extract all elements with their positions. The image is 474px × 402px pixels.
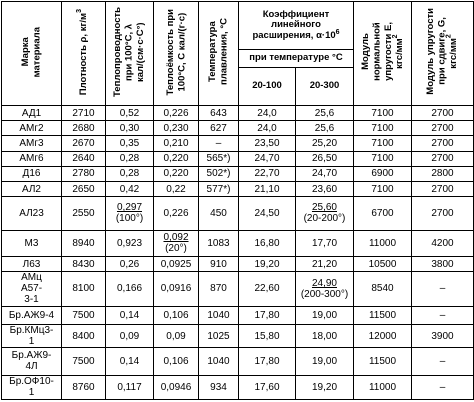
cell-melting: 1083 xyxy=(199,230,239,256)
cell-expansion-20-100: 17,60 xyxy=(239,375,296,399)
cell-material-name: М3 xyxy=(2,230,62,256)
cell-conductivity xyxy=(106,197,154,230)
cell-modulus-e: 8540 xyxy=(354,272,412,306)
cell-material-name: АЛ2 xyxy=(2,182,62,197)
cell-expansion-20-100: 22,70 xyxy=(239,166,296,181)
cell-expansion-20-300: 25,20 xyxy=(296,136,354,151)
cell-density: 8100 xyxy=(62,272,106,306)
header-material: Марка материала xyxy=(2,2,62,106)
cell-material-name: Л63 xyxy=(2,257,62,272)
cell-modulus-e: 7100 xyxy=(354,182,412,197)
cell-expansion-20-300: 24,70 xyxy=(296,166,354,181)
cell-material-name: Бр.КМц3- 1 xyxy=(2,324,62,347)
table-row xyxy=(2,182,474,197)
cell-modulus-g: 3800 xyxy=(412,257,474,272)
cell-expansion-20-300-fraction: $\frac{24,90}{(200-300^\circ)}$ xyxy=(300,277,349,300)
cell-material-name: АМг2 xyxy=(2,121,62,136)
cell-modulus-e: 6900 xyxy=(354,166,412,181)
cell-conductivity: 0,09 xyxy=(106,324,154,347)
cell-expansion-20-300 xyxy=(296,197,354,230)
header-expansion-coefficient: Коэффициент линейного расширения, $\alpha\cdot 10^6$ xyxy=(239,2,354,50)
cell-density: 8940 xyxy=(62,230,106,256)
cell-conductivity: 0,14 xyxy=(106,306,154,324)
cell-modulus-g: 2700 xyxy=(412,136,474,151)
cell-modulus-e: 6700 xyxy=(354,197,412,230)
cell-material-name: Бр.АЖ9- 4Л xyxy=(2,348,62,375)
cell-expansion-20-100: 17,80 xyxy=(239,306,296,324)
cell-heat-capacity: 0,230 xyxy=(154,121,199,136)
cell-heat-capacity: 0,0946 xyxy=(154,375,199,399)
cell-density: 2640 xyxy=(62,151,106,166)
cell-expansion-20-300 xyxy=(296,272,354,306)
cell-modulus-e: 7100 xyxy=(354,121,412,136)
cell-conductivity: 0,117 xyxy=(106,375,154,399)
cell-material-name: Д16 xyxy=(2,166,62,181)
header-expansion-subtitle: при температуре °С xyxy=(239,50,354,68)
cell-modulus-g: – xyxy=(412,375,474,399)
cell-heat-capacity: 0,0916 xyxy=(154,272,199,306)
cell-density: 8430 xyxy=(62,257,106,272)
cell-modulus-e: 7100 xyxy=(354,106,412,121)
cell-conductivity: 0,42 xyxy=(106,182,154,197)
cell-conductivity: 0,35 xyxy=(106,136,154,151)
cell-modulus-e: 7100 xyxy=(354,151,412,166)
material-properties-table-container xyxy=(1,1,473,400)
cell-expansion-20-300-fraction: $\frac{25,60}{(20-200^\circ)}$ xyxy=(303,202,346,225)
cell-expansion-20-300: 18,00 xyxy=(296,324,354,347)
table-body xyxy=(2,106,474,400)
table-row xyxy=(2,306,474,324)
cell-melting: 450 xyxy=(199,197,239,230)
cell-expansion-20-100: 23,50 xyxy=(239,136,296,151)
cell-material-name: Бр.ОФ10- 1 xyxy=(2,375,62,399)
cell-conductivity: 0,166 xyxy=(106,272,154,306)
cell-heat-capacity: 0,22 xyxy=(154,182,199,197)
cell-conductivity: 0,923 xyxy=(106,230,154,256)
cell-expansion-20-300: 19,20 xyxy=(296,375,354,399)
table-row xyxy=(2,166,474,181)
cell-density: 8760 xyxy=(62,375,106,399)
cell-modulus-g: 2700 xyxy=(412,151,474,166)
cell-density: 2680 xyxy=(62,121,106,136)
cell-expansion-20-300: 19,00 xyxy=(296,348,354,375)
cell-expansion-20-100: 24,0 xyxy=(239,121,296,136)
cell-modulus-g: 3900 xyxy=(412,324,474,347)
cell-modulus-g: 2700 xyxy=(412,182,474,197)
cell-melting: 934 xyxy=(199,375,239,399)
cell-expansion-20-300: 25,6 xyxy=(296,106,354,121)
cell-modulus-g: – xyxy=(412,348,474,375)
cell-expansion-20-100: 16,80 xyxy=(239,230,296,256)
cell-modulus-e: 12000 xyxy=(354,324,412,347)
cell-density: 2670 xyxy=(62,136,106,151)
cell-melting: 870 xyxy=(199,272,239,306)
cell-density: 2710 xyxy=(62,106,106,121)
cell-expansion-20-100: 17,80 xyxy=(239,348,296,375)
cell-heat-capacity: 0,220 xyxy=(154,166,199,181)
header-expansion-20-100: 20-100 xyxy=(239,68,296,106)
cell-material-name: АД1 xyxy=(2,106,62,121)
cell-melting: 577*) xyxy=(199,182,239,197)
table-row xyxy=(2,121,474,136)
cell-expansion-20-300: 21,20 xyxy=(296,257,354,272)
header-thermal-conductivity: Теплопроводность при 100°С, λ кал/(см·с·С°) xyxy=(106,2,154,106)
cell-density: 7500 xyxy=(62,306,106,324)
cell-heat-capacity-fraction: $\frac{0,092}{(20^\circ)}$ xyxy=(163,232,189,255)
table-row xyxy=(2,348,474,375)
cell-melting: 565*) xyxy=(199,151,239,166)
cell-expansion-20-300: 26,50 xyxy=(296,151,354,166)
table-row xyxy=(2,106,474,121)
cell-material-name: АМг3 xyxy=(2,136,62,151)
cell-density: 2780 xyxy=(62,166,106,181)
cell-melting: 627 xyxy=(199,121,239,136)
cell-modulus-e: 7100 xyxy=(354,136,412,151)
table-row xyxy=(2,151,474,166)
cell-density: 8400 xyxy=(62,324,106,347)
cell-heat-capacity: 0,210 xyxy=(154,136,199,151)
header-heat-capacity: Теплоёмкость при 100°С, С кал/(г·с) xyxy=(154,2,199,106)
header-melting-temperature: Температура плавления, °С xyxy=(199,2,239,106)
cell-modulus-e: 10500 xyxy=(354,257,412,272)
cell-material-name: АЛ23 xyxy=(2,197,62,230)
cell-modulus-e: 11500 xyxy=(354,348,412,375)
cell-expansion-20-100: 24,0 xyxy=(239,106,296,121)
cell-conductivity: 0,26 xyxy=(106,257,154,272)
cell-conductivity-fraction: $\frac{0,297}{(100^\circ)}$ xyxy=(115,202,144,225)
cell-modulus-g: – xyxy=(412,272,474,306)
cell-modulus-g: 2700 xyxy=(412,106,474,121)
table-row xyxy=(2,257,474,272)
cell-heat-capacity: 0,106 xyxy=(154,348,199,375)
cell-expansion-20-300: 23,60 xyxy=(296,182,354,197)
material-properties-table xyxy=(1,1,474,400)
cell-melting: 1025 xyxy=(199,324,239,347)
cell-conductivity: 0,52 xyxy=(106,106,154,121)
cell-heat-capacity: 0,0925 xyxy=(154,257,199,272)
cell-density: 7500 xyxy=(62,348,106,375)
cell-heat-capacity: 0,09 xyxy=(154,324,199,347)
cell-melting: 910 xyxy=(199,257,239,272)
table-row xyxy=(2,272,474,306)
table-row xyxy=(2,136,474,151)
cell-material-name: Бр.АЖ9-4 xyxy=(2,306,62,324)
cell-modulus-e: 11000 xyxy=(354,375,412,399)
cell-expansion-20-300: 17,70 xyxy=(296,230,354,256)
table-row xyxy=(2,324,474,347)
cell-density: 2550 xyxy=(62,197,106,230)
cell-melting: 502*) xyxy=(199,166,239,181)
cell-modulus-g: – xyxy=(412,306,474,324)
cell-modulus-g: 2700 xyxy=(412,197,474,230)
cell-heat-capacity: 0,106 xyxy=(154,306,199,324)
header-modulus-g: Модуль упругости при сдвиге, G, кгс/$мм^2$ xyxy=(412,2,474,106)
cell-expansion-20-100: 22,60 xyxy=(239,272,296,306)
cell-material-name: АМц А57- 3-1 xyxy=(2,272,62,306)
table-row xyxy=(2,375,474,399)
cell-modulus-g: 2700 xyxy=(412,121,474,136)
header-modulus-e: Модуль нормальной упругости Е, кгс/$мм^2$ xyxy=(354,2,412,106)
cell-melting: – xyxy=(199,136,239,151)
cell-heat-capacity xyxy=(154,230,199,256)
cell-expansion-20-100: 24,50 xyxy=(239,197,296,230)
table-row xyxy=(2,230,474,256)
cell-melting: 1040 xyxy=(199,348,239,375)
header-expansion-20-300: 20-300 xyxy=(296,68,354,106)
cell-heat-capacity: 0,226 xyxy=(154,197,199,230)
cell-heat-capacity: 0,226 xyxy=(154,106,199,121)
cell-expansion-20-100: 15,80 xyxy=(239,324,296,347)
cell-heat-capacity: 0,220 xyxy=(154,151,199,166)
cell-expansion-20-300: 25,6 xyxy=(296,121,354,136)
cell-modulus-g: 2800 xyxy=(412,166,474,181)
cell-conductivity: 0,14 xyxy=(106,348,154,375)
cell-melting: 643 xyxy=(199,106,239,121)
cell-modulus-e: 11000 xyxy=(354,230,412,256)
cell-melting: 1040 xyxy=(199,306,239,324)
cell-conductivity: 0,30 xyxy=(106,121,154,136)
cell-density: 2650 xyxy=(62,182,106,197)
cell-modulus-g: 4200 xyxy=(412,230,474,256)
cell-material-name: АМг6 xyxy=(2,151,62,166)
cell-expansion-20-100: 19,20 xyxy=(239,257,296,272)
cell-expansion-20-300: 19,00 xyxy=(296,306,354,324)
cell-conductivity: 0,28 xyxy=(106,151,154,166)
cell-modulus-e: 11500 xyxy=(354,306,412,324)
table-row xyxy=(2,197,474,230)
cell-conductivity: 0,28 xyxy=(106,166,154,181)
cell-expansion-20-100: 21,10 xyxy=(239,182,296,197)
cell-expansion-20-100: 24,70 xyxy=(239,151,296,166)
header-density: Плотность ρ, $кг/м^3$ xyxy=(62,2,106,106)
